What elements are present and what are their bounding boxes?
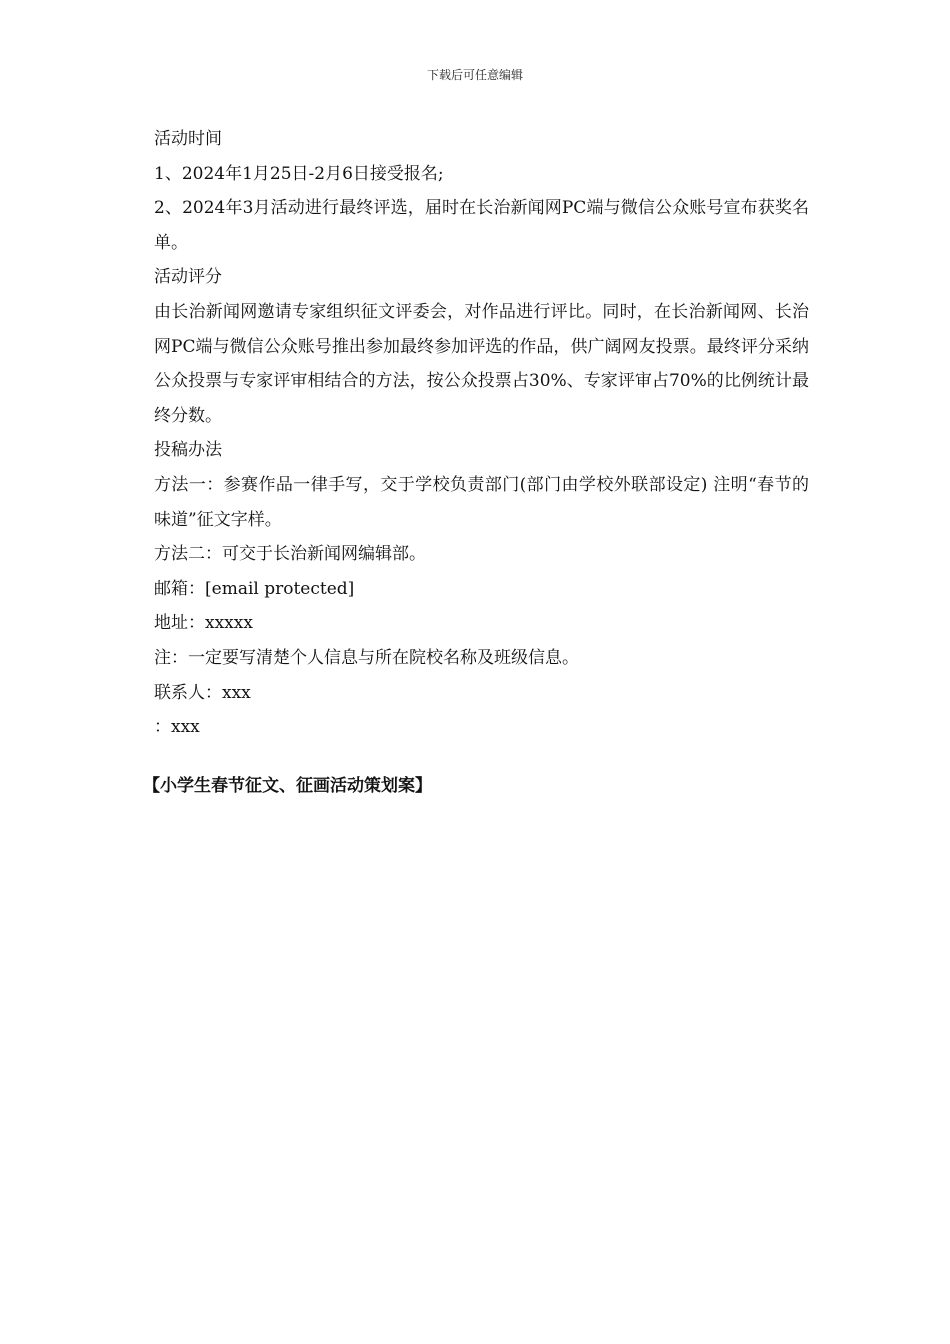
- score-paragraph: 由长治新闻网邀请专家组织征文评委会，对作品进行评比。同时，在长治新闻网、长治网PC端与微信公众账号推出参加最终参加评选的作品，供广阔网友投票。最终评分采纳公众投票与专家评审相结合的方法，按公众投票占30%、专家评审占70%的比例统计最终分数。: [154, 301, 809, 426]
- time-item-2: 2、2024年3月活动进行最终评选，届时在长治新闻网PC端与微信公众账号宣布获奖名单。: [154, 198, 809, 253]
- spacer: [143, 745, 809, 769]
- method-2: 方法二：可交于长治新闻网编辑部。: [154, 544, 426, 565]
- email-line: 邮箱：[email protected]: [154, 578, 355, 599]
- document-body: [143, 122, 809, 803]
- section-heading-score: 活动评分: [154, 267, 222, 288]
- contact-line: 联系人：xxx: [154, 682, 251, 703]
- method-1: 方法一：参赛作品一律手写，交于学校负责部门(部门由学校外联部设定) 注明“春节的味道”征文字样。: [154, 474, 809, 530]
- time-item-1: 1、2024年1月25日-2月6日接受报名;: [154, 163, 444, 184]
- address-line: 地址：xxxxx: [154, 613, 253, 634]
- note-line: 注：一定要写清楚个人信息与所在院校名称及班级信息。: [154, 647, 579, 668]
- page-header: 下载后可任意编辑: [426, 68, 523, 82]
- footer-title: 【小学生春节征文、征画活动策划案】: [143, 775, 432, 796]
- phone-line: ：xxx: [154, 717, 200, 738]
- section-heading-submit: 投稿办法: [154, 440, 222, 461]
- section-heading-time: 活动时间: [154, 129, 222, 149]
